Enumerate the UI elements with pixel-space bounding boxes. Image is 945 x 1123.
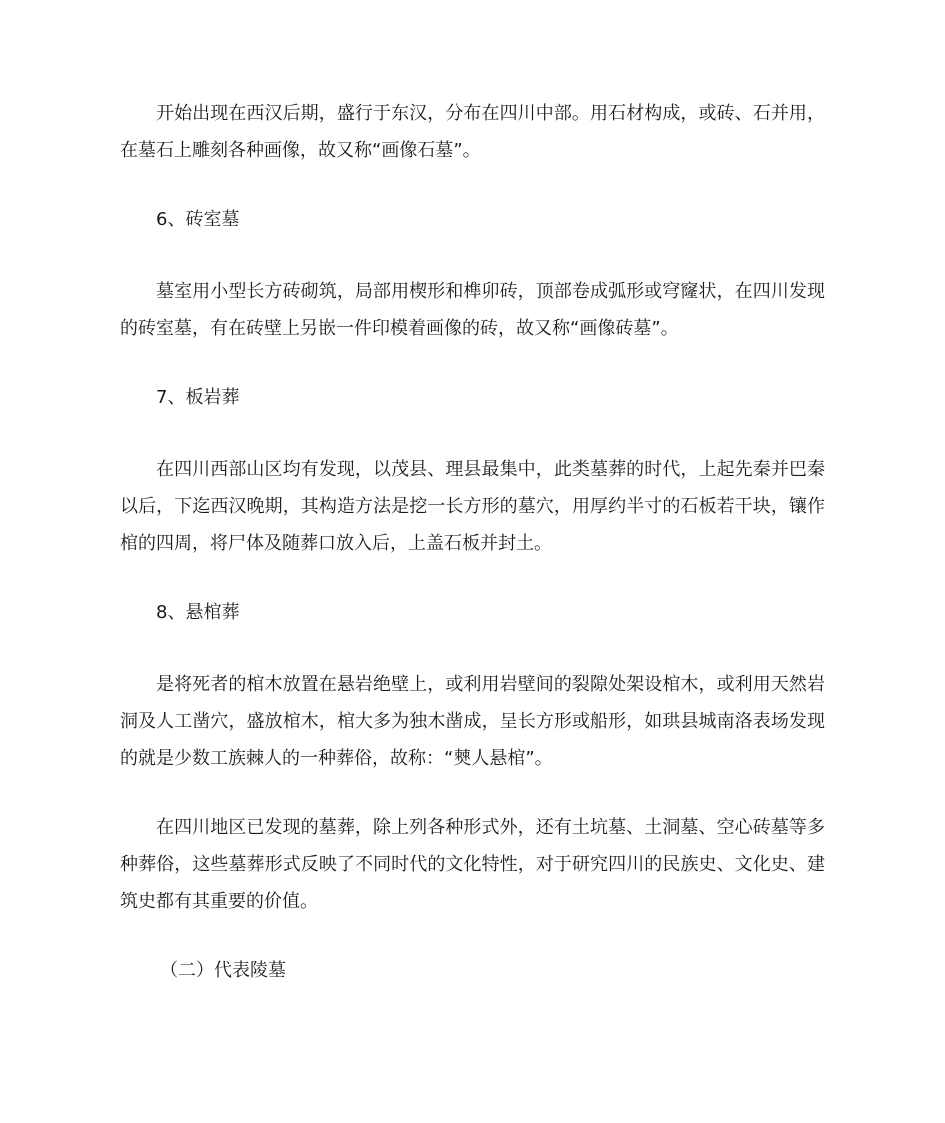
paragraph-slate-burial: 在四川西部山区均有发现，以茂县、理县最集中，此类墓葬的时代，上起先秦并巴秦以后，下迄西汉晚期，其构造方法是挖一长方形的墓穴，用厚约半寸的石板若干块，镶作棺的四周，将尸体及随葬口放入后，上盖石板并封土。 (120, 459, 825, 554)
paragraph-stone-tomb: 开始出现在西汉后期，盛行于东汉，分布在四川中部。用石材构成，或砖、石并用，在墓石上雕刻各种画像，故又称“画像石墓”。 (120, 103, 825, 161)
paragraph-hanging-coffin: 是将死者的棺木放置在悬岩绝壁上，或利用岩壁间的裂隙处架设棺木，或利用天然岩洞及人工凿穴，盛放棺木，棺大多为独木凿成，呈长方形或船形，如珙县城南洛表场发现的就是少数工族棘人的一种葬俗，故称：“僰人悬棺”。 (120, 674, 825, 769)
heading-hanging-coffin: 8、悬棺葬 (156, 602, 240, 623)
paragraph-brick-chamber-tomb: 墓室用小型长方砖砌筑，局部用楔形和榫卯砖，顶部卷成弧形或穹窿状，在四川发现的砖室墓，有在砖壁上另嵌一件印模着画像的砖，故又称“画像砖墓”。 (120, 281, 825, 339)
heading-representative-tombs: （二）代表陵墓 (160, 960, 286, 981)
heading-brick-chamber-tomb: 6、砖室墓 (156, 209, 240, 230)
paragraph-summary: 在四川地区已发现的墓葬，除上列各种形式外，还有土坑墓、土洞墓、空心砖墓等多种葬俗，这些墓葬形式反映了不同时代的文化特性，对于研究四川的民族史、文化史、建筑史都有其重要的价值。 (120, 817, 825, 912)
heading-slate-burial: 7、板岩葬 (156, 387, 240, 408)
